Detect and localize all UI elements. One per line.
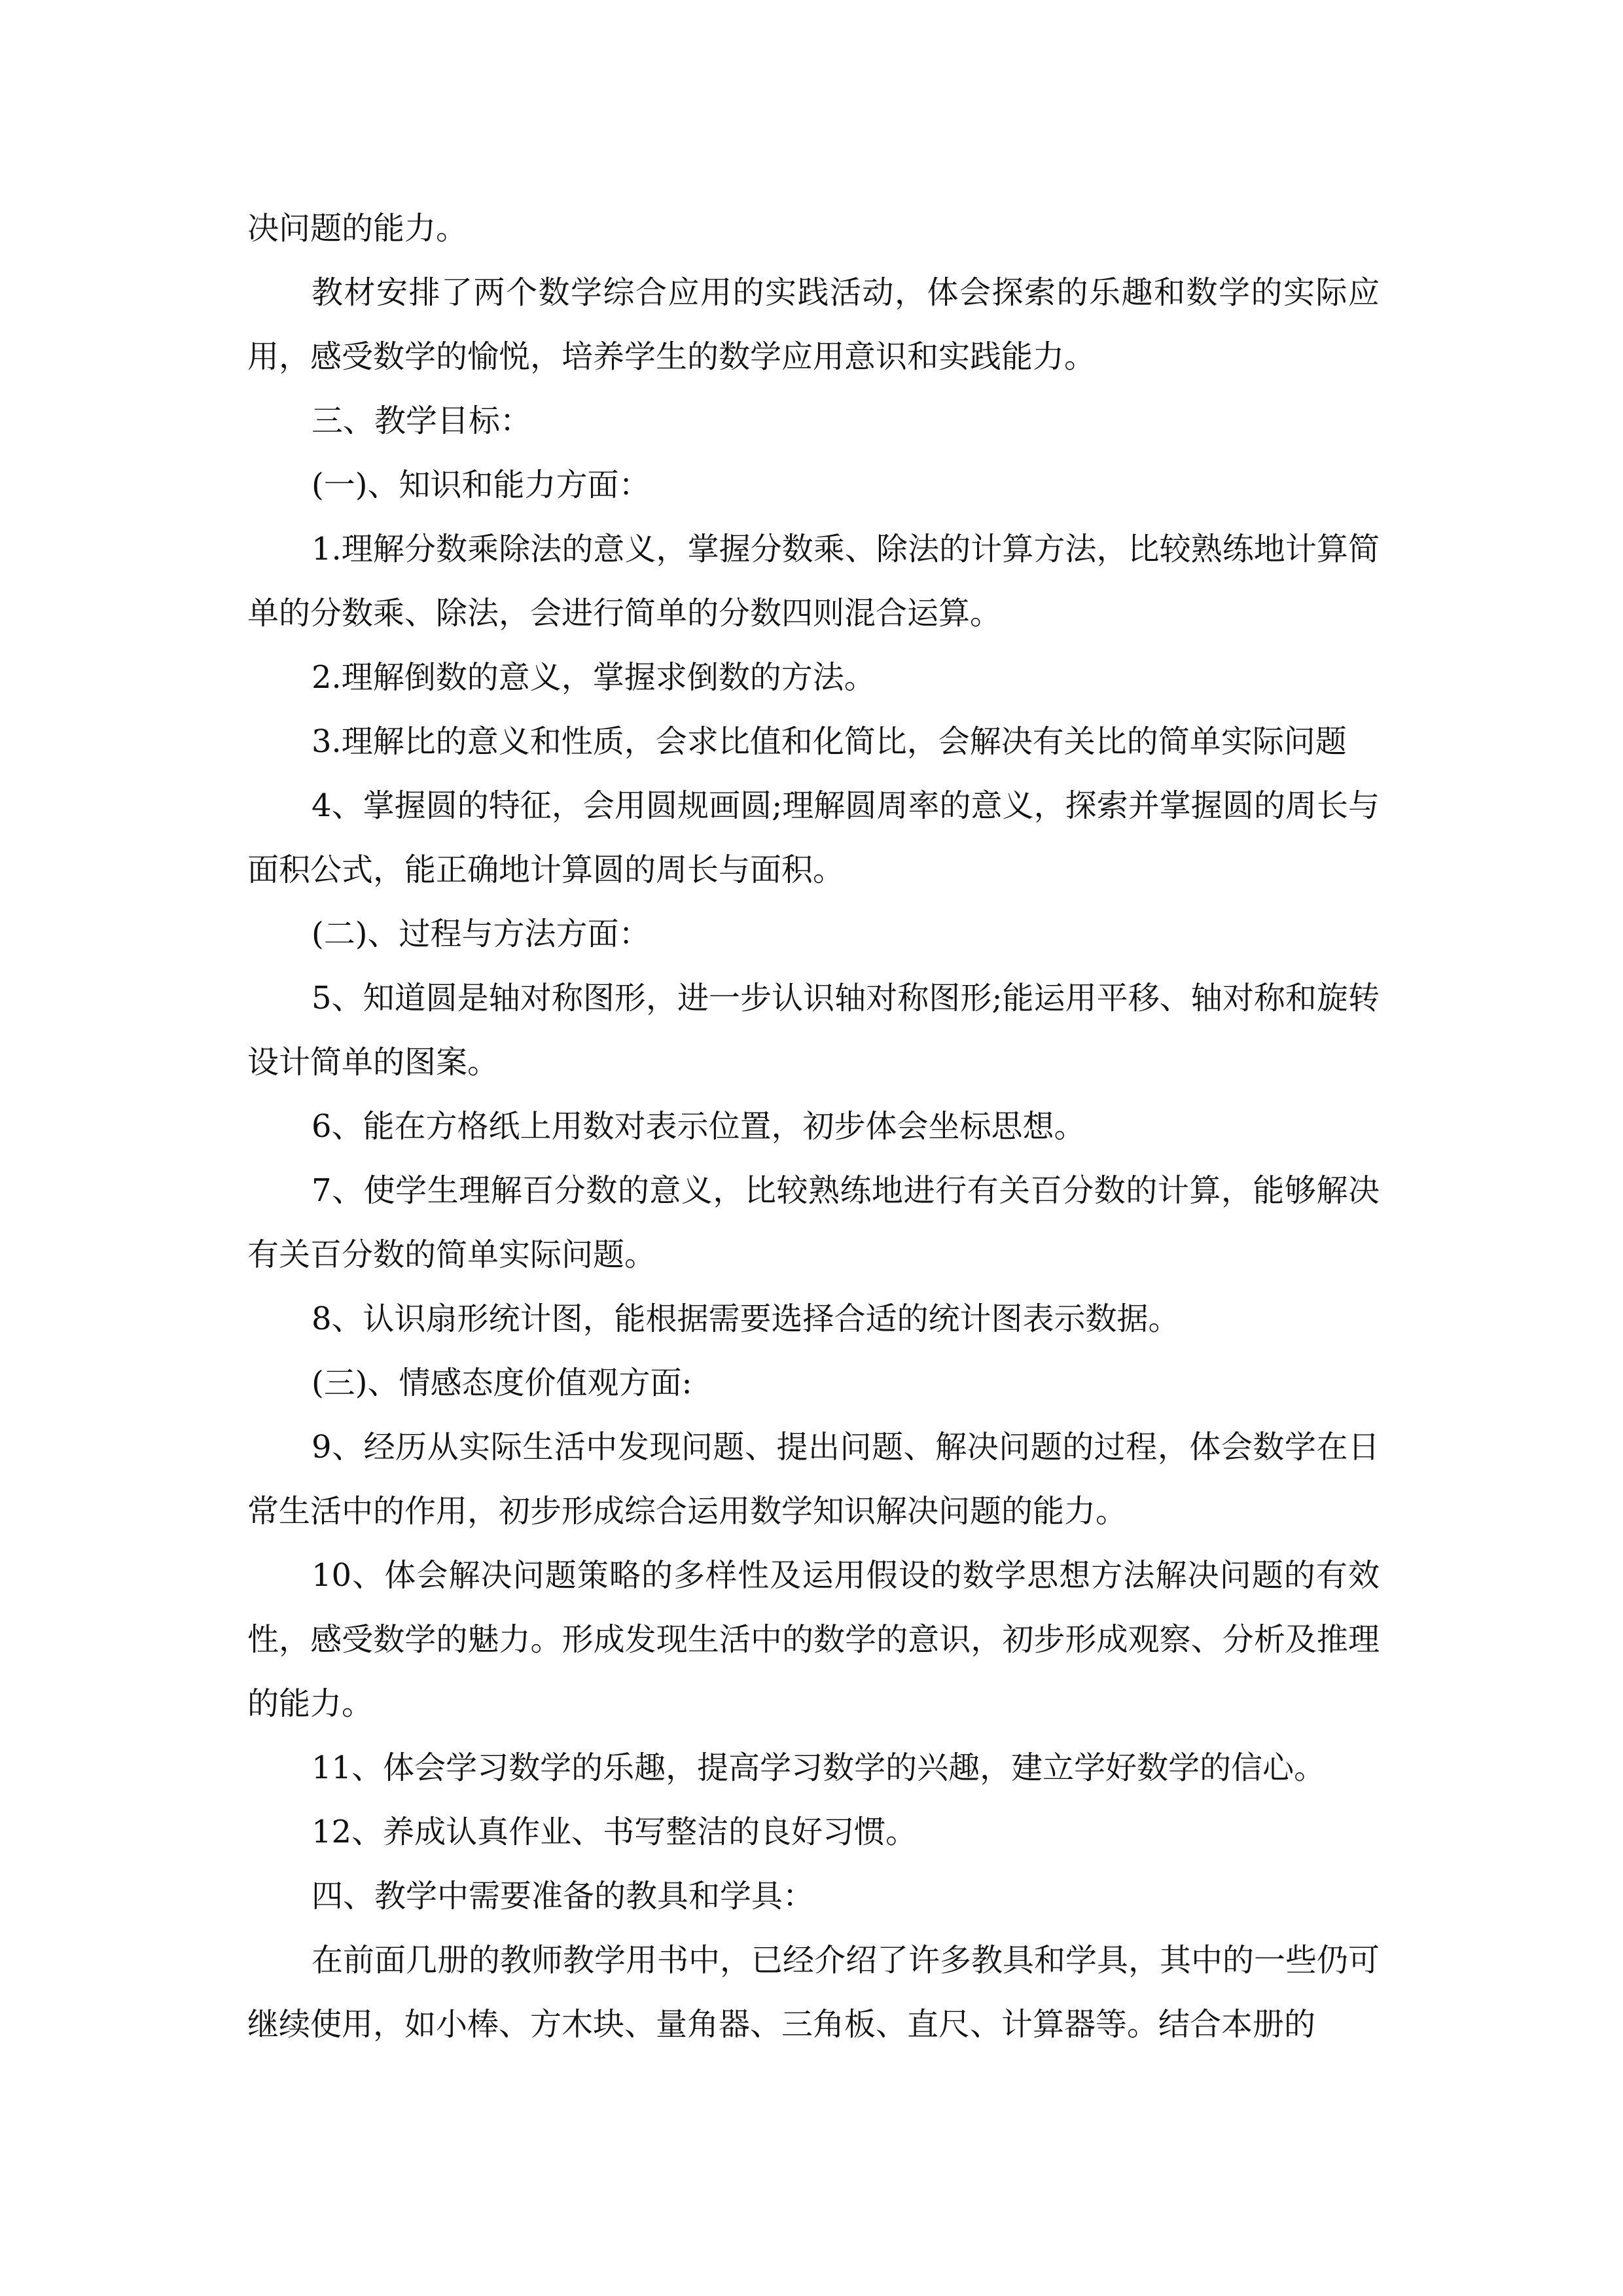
goal-item-4: 4、掌握圆的特征，会用圆规画圆;理解圆周率的意义，探索并掌握圆的周长与面积公式，能正确地计算圆的周长与面积。 xyxy=(247,787,1380,888)
goal-item-1: 1.理解分数乘除法的意义，掌握分数乘、除法的计算方法，比较熟练地计算简单的分数乘、除法，会进行简单的分数四则混合运算。 xyxy=(247,531,1380,632)
paragraph-1: 决问题的能力。 xyxy=(247,210,468,247)
goal-item-12: 12、养成认真作业、书写整洁的良好习惯。 xyxy=(312,1814,918,1850)
goal-item-7: 7、使学生理解百分数的意义，比较熟练地进行有关百分数的计算，能够解决有关百分数的简单实际问题。 xyxy=(247,1172,1380,1273)
subsection-heading-2: (二)、过程与方法方面： xyxy=(312,916,651,952)
document-body xyxy=(247,196,1380,2056)
subsection-heading-3: (三)、情感态度价值观方面: xyxy=(312,1365,692,1401)
goal-item-2: 2.理解倒数的意义，掌握求倒数的方法。 xyxy=(312,659,876,696)
goal-item-8: 8、认识扇形统计图，能根据需要选择合适的统计图表示数据。 xyxy=(312,1300,1180,1337)
paragraph-last: 在前面几册的教师教学用书中，已经介绍了许多教具和学具，其中的一些仍可继续使用，如小棒、方木块、量角器、三角板、直尺、计算器等。结合本册的 xyxy=(247,1942,1380,2043)
goal-item-9: 9、经历从实际生活中发现问题、提出问题、解决问题的过程，体会数学在日常生活中的作用，初步形成综合运用数学知识解决问题的能力。 xyxy=(247,1429,1380,1530)
section-heading-3: 三、教学目标： xyxy=(312,403,532,439)
goal-item-5: 5、知道圆是轴对称图形，进一步认识轴对称图形;能运用平移、轴对称和旋转设计简单的图案。 xyxy=(247,980,1380,1081)
goal-item-3: 3.理解比的意义和性质，会求比值和化简比，会解决有关比的简单实际问题 xyxy=(312,723,1347,760)
subsection-heading-1: (一)、知识和能力方面： xyxy=(312,467,651,503)
section-heading-4: 四、教学中需要准备的教具和学具： xyxy=(312,1878,815,1914)
goal-item-11: 11、体会学习数学的乐趣，提高学习数学的兴趣，建立学好数学的信心。 xyxy=(312,1749,1326,1786)
goal-item-10: 10、体会解决问题策略的多样性及运用假设的数学思想方法解决问题的有效性，感受数学的魅力。形成发现生活中的数学的意识，初步形成观察、分析及推理的能力。 xyxy=(247,1557,1380,1722)
paragraph-2: 教材安排了两个数学综合应用的实践活动，体会探索的乐趣和数学的实际应用，感受数学的愉悦，培养学生的数学应用意识和实践能力。 xyxy=(247,274,1380,375)
goal-item-6: 6、能在方格纸上用数对表示位置，初步体会坐标思想。 xyxy=(312,1108,1086,1145)
